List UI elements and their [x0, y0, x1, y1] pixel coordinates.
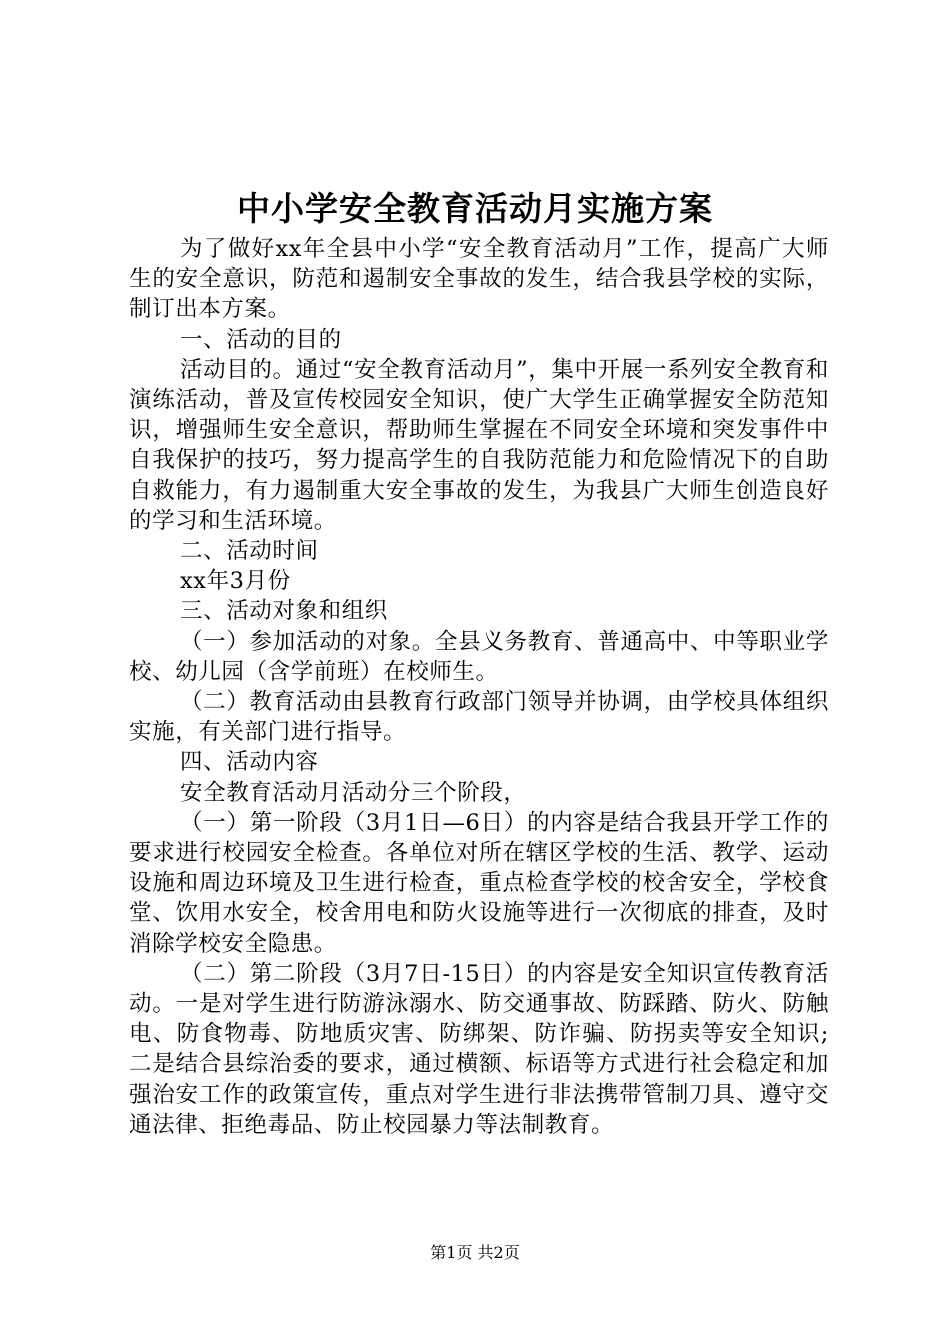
section-heading-purpose: 一、活动的目的	[180, 326, 342, 353]
phase-one-paragraph: （一）第一阶段（3月1日—6日）的内容是结合我县开学工作的要求进行校园安全检查。各单位对所在辖区学校的生活、教学、运动设施和周边环境及卫生进行检查，重点检查学校的校舍安全，学校食堂、饮用水安全，校舍用电和防火设施等进行一次彻底的排查，及时消除学校安全隐患。	[129, 809, 829, 957]
purpose-paragraph: 活动目的。通过“安全教育活动月”，集中开展一系列安全教育和演练活动，普及宣传校园安全知识，使广大学生正确掌握安全防范知识，增强师生安全意识，帮助师生掌握在不同安全环境和突发事件中自我保护的技巧，努力提高学生的自我防范能力和危险情况下的自助自救能力，有力遏制重大安全事故的发生，为我县广大师生创造良好的学习和生活环境。	[129, 356, 829, 534]
section-heading-participants: 三、活动对象和组织	[180, 598, 388, 625]
page-number-footer: 第1页 共2页	[430, 1243, 520, 1262]
organization-paragraph: （二）教育活动由县教育行政部门领导并协调，由学校具体组织实施，有关部门进行指导。	[129, 689, 829, 746]
section-heading-time: 二、活动时间	[180, 538, 319, 565]
section-heading-content: 四、活动内容	[180, 749, 319, 776]
participants-paragraph: （一）参加活动的对象。全县义务教育、普通高中、中等职业学校、幼儿园（含学前班）在校师生。	[129, 628, 829, 685]
document-title: 中小学安全教育活动月实施方案	[237, 189, 713, 228]
phase-two-paragraph: （二）第二阶段（3月7日-15日）的内容是安全知识宣传教育活动。一是对学生进行防游泳溺水、防交通事故、防踩踏、防火、防触电、防食物毒、防地质灾害、防绑架、防诈骗、防拐卖等安全知识;二是结合县综治委的要求，通过横额、标语等方式进行社会稳定和加强治安工作的政策宣传，重点对学生进行非法携带管制刀具、遵守交通法律、拒绝毒品、防止校园暴力等法制教育。	[129, 960, 829, 1138]
time-paragraph: xx年3月份	[180, 568, 291, 595]
intro-paragraph: 为了做好xx年全县中小学“安全教育活动月”工作，提高广大师生的安全意识，防范和遏制安全事故的发生，结合我县学校的实际，制订出本方案。	[129, 236, 829, 323]
content-intro-paragraph: 安全教育活动月活动分三个阶段，	[180, 779, 527, 806]
document-body	[129, 234, 829, 1140]
